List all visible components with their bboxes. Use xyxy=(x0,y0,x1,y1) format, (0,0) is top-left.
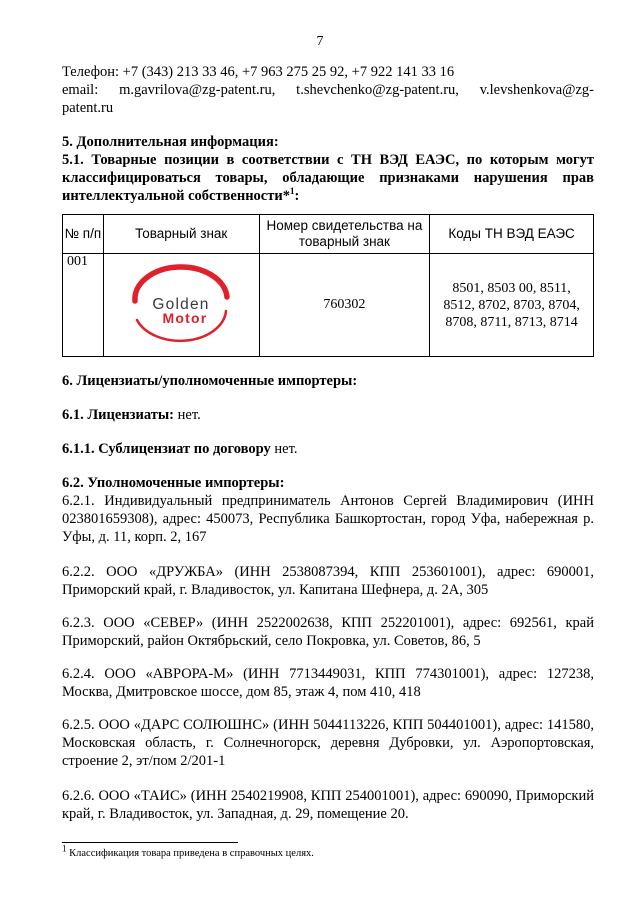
certificate-number: 760302 xyxy=(259,254,429,357)
trademark-table xyxy=(62,214,594,357)
section-6-1-1-label: 6.1.1. Сублицензиат по договору xyxy=(62,441,271,457)
email-label: email: xyxy=(62,82,99,98)
page-number: 7 xyxy=(316,34,324,49)
section-6-1 xyxy=(62,406,594,424)
logo-text-motor: Motor xyxy=(162,310,208,326)
row-number: 001 xyxy=(63,254,104,357)
trademark-cell xyxy=(103,254,259,357)
golden-motor-logo-icon xyxy=(129,264,233,346)
col-header-number: № п/п xyxy=(63,215,104,254)
col-header-codes: Коды ТН ВЭД ЕАЭС xyxy=(430,215,594,254)
table-header-row xyxy=(63,215,594,254)
col-header-trademark: Товарный знак xyxy=(103,215,259,254)
tnved-codes xyxy=(430,254,594,357)
section-5-title: 5. Дополнительная информация: xyxy=(62,134,279,150)
col-header-certificate: Номер свидетельства на товарный знак xyxy=(259,215,429,254)
importer-item-2: 6.2.2. ООО «ДРУЖБА» (ИНН 2538087394, КПП 253601001), адрес: 690001, Приморский край, г. Владивосток, ул. Капитана Шефнера, д. 2А, 305 xyxy=(62,564,594,598)
footnote-separator xyxy=(62,842,238,843)
table-row xyxy=(63,254,594,357)
footnote-text: Классификация товара приведена в справочных целях. xyxy=(66,848,314,859)
section-6-1-1-value: нет. xyxy=(270,441,298,457)
contact-phone: Телефон: +7 (343) 213 33 46, +7 963 275 25 92, +7 922 141 33 16 xyxy=(62,64,455,80)
codes-text: 8501, 8503 00, 8511, 8512, 8702, 8703, 8704, 8708, 8711, 8713, 8714 xyxy=(443,280,580,330)
importer-item-1: 6.2.1. Индивидуальный предприниматель Антонов Сергей Владимирович (ИНН 023801659308), адрес: 450073, Республика Башкортостан, город Уфа, набережная р. Уфы, д. 11, корп. 2, 167 xyxy=(62,493,594,545)
logo-text-golden: Golden xyxy=(152,296,210,313)
section-6-2-title: 6.2. Уполномоченные импортеры: xyxy=(62,475,285,491)
email-link-1[interactable]: m.gavrilova@zg-patent.ru, xyxy=(119,82,276,98)
trademark-logo xyxy=(104,264,259,346)
section-6-1-1 xyxy=(62,440,594,458)
contact-block xyxy=(62,63,594,117)
footnote-mark: 1 xyxy=(62,843,67,854)
footnote-ref[interactable]: 1 xyxy=(289,186,295,197)
email-link-2[interactable]: t.shevchenko@zg-patent.ru, xyxy=(296,82,459,98)
email-link-3[interactable]: v.levshenkova@zg- xyxy=(479,82,594,98)
importer-item-3: 6.2.3. ООО «СЕВЕР» (ИНН 2522002638, КПП 252201001), адрес: 692561, край Приморский, район Октябрьский, село Покровка, ул. Советов, 86, 5 xyxy=(62,615,594,649)
footnote xyxy=(62,843,314,859)
section-6-1-label: 6.1. Лицензиаты: xyxy=(62,407,175,423)
importer-item-5: 6.2.5. ООО «ДАРС СОЛЮШНС» (ИНН 5044113226, КПП 504401001), адрес: 141580, Московская область, г. Солнечногорск, деревня Дубровки, ул. Аэропортовская, строение 2, эт/пом 2/201-1 xyxy=(62,717,594,769)
importer-item-6: 6.2.6. ООО «ТАИС» (ИНН 2540219908, КПП 254001001), адрес: 690090, Приморский край, г. Владивосток, ул. Западная, д. 29, помещение 20. xyxy=(62,788,594,822)
importer-item-4: 6.2.4. ООО «АВРОРА-М» (ИНН 7713449031, КПП 774301001), адрес: 127238, Москва, Дмитровское шоссе, дом 85, этаж 4, пом 410, 418 xyxy=(62,666,594,700)
section-6-title: 6. Лицензиаты/уполномоченные импортеры: xyxy=(62,373,358,389)
section-6-1-value: нет. xyxy=(174,407,201,423)
section-5-1-title: 5.1. Товарные позиции в соответствии с ТН ВЭД ЕАЭС, по которым могут классифицироваться товары, обладающие признаками нарушения прав интеллектуальной собственности*$^1$: xyxy=(62,152,594,204)
email-link-3-continuation[interactable]: patent.ru xyxy=(62,100,114,116)
contact-email-line xyxy=(62,81,594,99)
